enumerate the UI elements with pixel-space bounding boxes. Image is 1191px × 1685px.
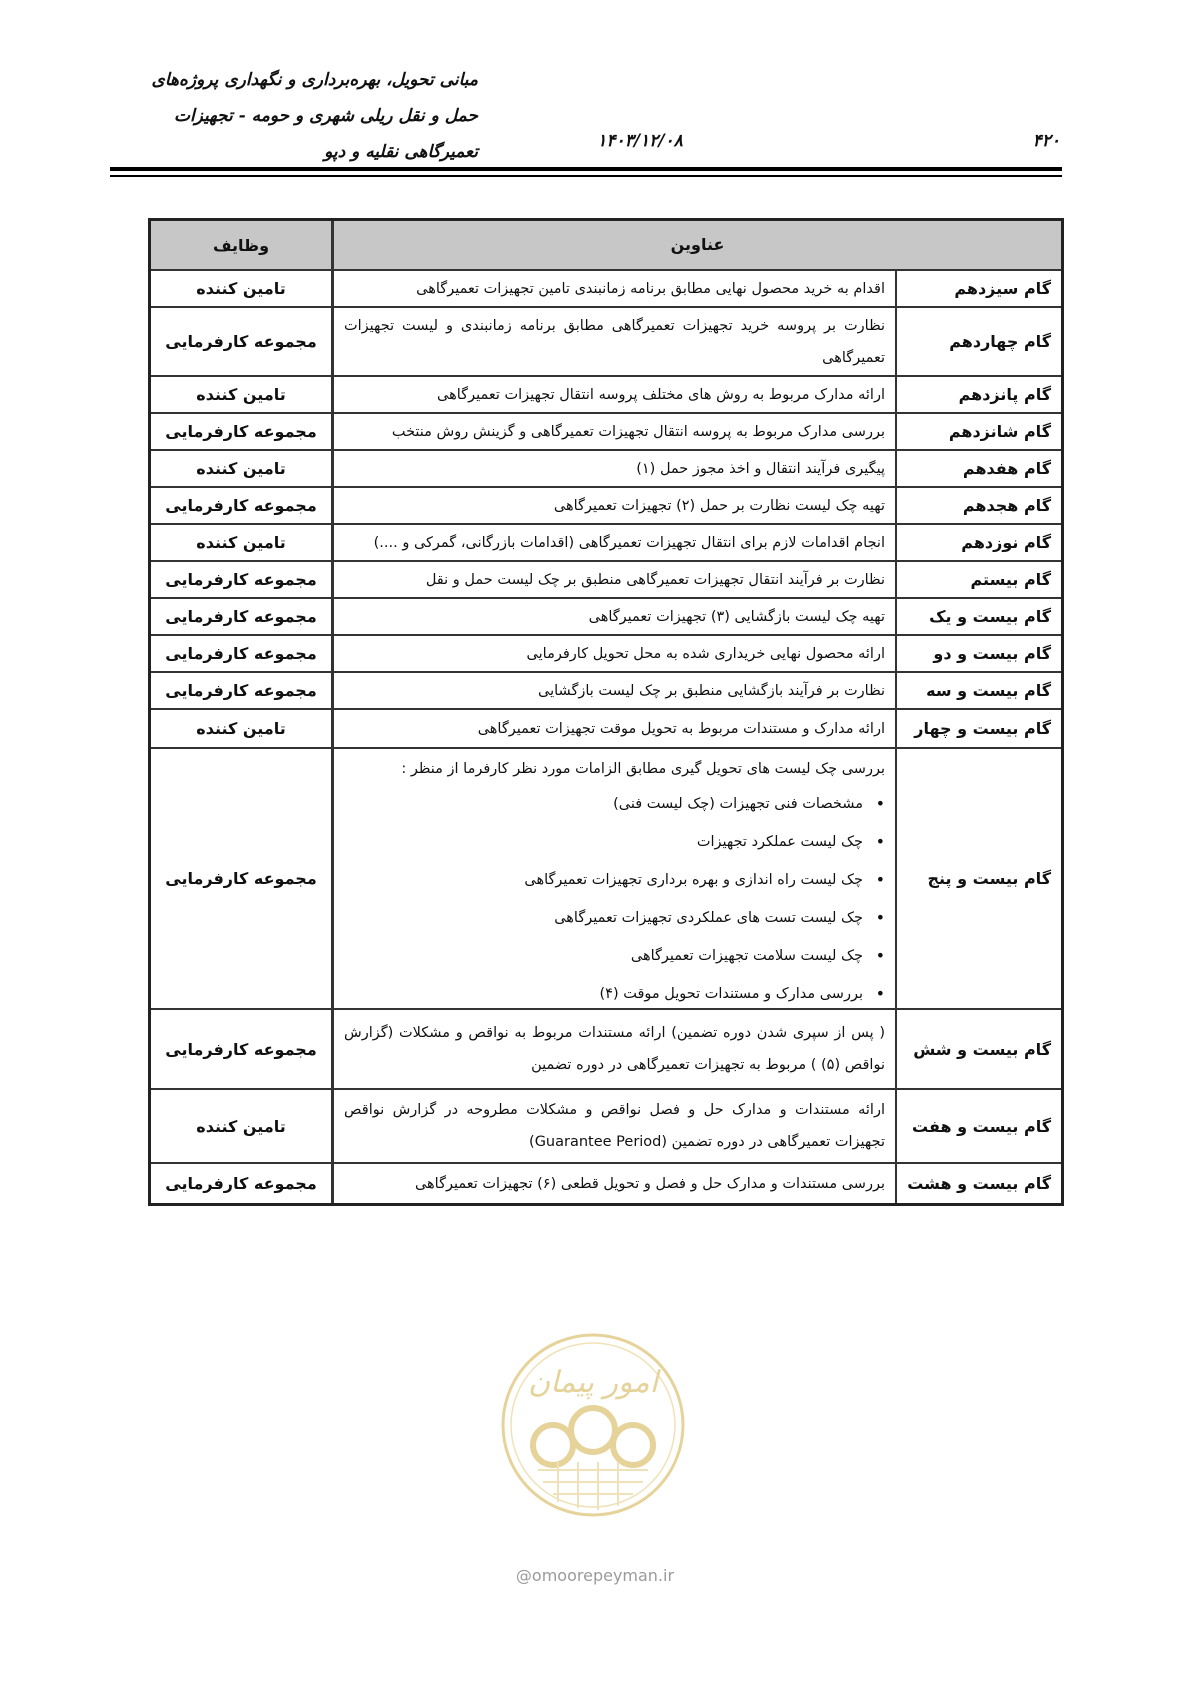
title-line-3: تعمیرگاهی نقلیه و دپو [324,142,478,162]
title-cell [331,710,895,747]
step-cell: گام بیست و هفت [895,1090,1061,1162]
title-cell [331,488,895,523]
duty-cell: مجموعه کارفرمایی [165,1174,317,1193]
table-row [151,597,1061,634]
gear-icon [533,1408,653,1465]
title-text: پیگیری فرآیند انتقال و اخذ مجوز حمل (۱) [636,460,885,477]
watermark-logo-text: امور پیمان [528,1365,658,1400]
table-row [151,486,1061,523]
title-cell [331,271,895,306]
table-row [151,449,1061,486]
title-text: نظارت بر فرآیند انتقال تجهیزات تعمیرگاهی منطبق بر چک لیست حمل و نقل [425,571,885,588]
duty-cell: تامین کننده [196,459,286,478]
step-cell: گام هفدهم [895,451,1061,486]
title-text: بررسی مستندات و مدارک حل و فصل و تحویل قطعی (۶) تجهیزات تعمیرگاهی [414,1175,885,1192]
header-rule-thick [110,167,1062,171]
document-date: ۱۴۰۳/۱۲/۰۸ [597,131,683,151]
table-row [151,523,1061,560]
table-header-row [151,221,1061,269]
title-text: ارائه مدارک مربوط به روش های مختلف پروسه انتقال تجهیزات تعمیرگاهی [437,386,885,403]
step-cell: گام چهاردهم [895,308,1061,375]
duty-cell: مجموعه کارفرمایی [165,869,317,888]
step-cell: گام بیست و پنج [895,749,1061,1008]
table-row [151,1162,1061,1203]
list-item: • چک لیست تست های عملکردی تجهیزات تعمیرگاهی [344,899,863,937]
list-item: • چک لیست راه اندازی و بهره برداری تجهیزات تعمیرگاهی [344,861,863,899]
step-cell: گام بیست و هشت [895,1164,1061,1203]
title-cell [331,377,895,412]
title-cell [331,749,895,1008]
header-titles-cell [331,221,1061,269]
duty-cell: مجموعه کارفرمایی [165,607,317,626]
table-row [151,747,1061,1008]
step-cell: گام بیست و سه [895,673,1061,708]
table-row [151,671,1061,708]
title-text: بررسی چک لیست های تحویل گیری مطابق الزامات مورد نظر کارفرما از منظر : [401,761,885,777]
table-row [151,375,1061,412]
step-cell: گام بیست و دو [895,636,1061,671]
title-text: ( پس از سپری شدن دوره تضمین) ارائه مستندات مربوط به نواقص و مشکلات (گزارش نواقص (۵) ) مربوط به تجهیزات تعمیرگاهی در دوره تضمین [344,1025,885,1073]
title-text: ارائه مستندات و مدارک حل و فصل نواقص و مشکلات مطروحه در گزارش نواقص تجهیزات تعمیرگاهی در دوره تضمین (Guarantee Period) [344,1102,885,1150]
title-cell [331,1164,895,1203]
table-row [151,634,1061,671]
duty-cell: مجموعه کارفرمایی [165,681,317,700]
title-text: تهیه چک لیست بازگشایی (۳) تجهیزات تعمیرگاهی [588,608,885,625]
duty-cell: مجموعه کارفرمایی [165,496,317,515]
header-rule-thin [110,175,1062,177]
duty-cell: تامین کننده [196,1116,286,1136]
duty-cell: تامین کننده [196,719,286,738]
table-row [151,1088,1061,1162]
title-text: ارائه محصول نهایی خریداری شده به محل تحویل کارفرمایی [526,645,885,662]
title-text: نظارت بر پروسه خرید تجهیزات تعمیرگاهی مطابق برنامه زمانبندی و لیست تجهیزات تعمیرگاهی [344,317,885,366]
title-cell [331,673,895,708]
title-line-1: مبانی تحویل، بهره‌برداری و نگهداری پروژه‌های [151,70,478,90]
duty-cell: مجموعه کارفرمایی [165,1039,317,1059]
header-duties-label: وظایف [212,235,270,255]
title-cell [331,308,895,375]
title-cell [331,451,895,486]
document-title [128,62,478,170]
table-row [151,269,1061,306]
title-text: بررسی مدارک مربوط به پروسه انتقال تجهیزات تعمیرگاهی و گزینش روش منتخب [391,423,885,440]
duty-cell: تامین کننده [196,533,286,552]
title-line-2: حمل و نقل ریلی شهری و حومه - تجهیزات [173,106,478,126]
duty-cell: تامین کننده [196,385,286,404]
duty-cell: تامین کننده [196,279,286,298]
duty-cell: مجموعه کارفرمایی [165,644,317,663]
grid-pattern [538,1462,648,1510]
title-text: نظارت بر فرآیند بازگشایی منطبق بر چک لیست بازگشایی [537,682,885,699]
page-number: ۴۲۰ [1032,131,1060,151]
watermark-logo [498,1330,688,1520]
title-cell [331,1090,895,1162]
duty-cell: مجموعه کارفرمایی [165,332,317,351]
table-row [151,560,1061,597]
step-cell: گام نوزدهم [895,525,1061,560]
step-cell: گام بیست و یک [895,599,1061,634]
title-text: اقدام به خرید محصول نهایی مطابق برنامه زمانبندی تامین تجهیزات تعمیرگاهی [416,280,885,297]
list-item: • چک لیست عملکرد تجهیزات [344,823,863,861]
step-cell: گام بیستم [895,562,1061,597]
table-row [151,306,1061,375]
step-cell: گام بیست و چهار [895,710,1061,747]
duty-cell: مجموعه کارفرمایی [165,570,317,589]
list-item: • چک لیست سلامت تجهیزات تعمیرگاهی [344,937,863,975]
bullet-list [344,785,885,1013]
step-cell: گام پانزدهم [895,377,1061,412]
table-row [151,1008,1061,1088]
watermark-site: @omoorepeyman.ir [515,1566,675,1585]
title-cell [331,414,895,449]
duty-cell: مجموعه کارفرمایی [165,422,317,441]
title-cell [331,1010,895,1088]
list-item: • بررسی مدارک و مستندات تحویل موقت (۴) [344,975,863,1013]
step-cell: گام هجدهم [895,488,1061,523]
table-row [151,708,1061,747]
title-cell [331,562,895,597]
header-titles-label: عناوین [670,235,725,254]
table-row [151,412,1061,449]
list-item: • مشخصات فنی تجهیزات (چک لیست فنی) [344,785,863,823]
step-cell: گام سیزدهم [895,271,1061,306]
title-text: ارائه مدارک و مستندات مربوط به تحویل موقت تجهیزات تعمیرگاهی [477,720,885,737]
title-cell [331,599,895,634]
header-duties-cell [151,221,331,269]
title-cell [331,525,895,560]
title-cell [331,636,895,671]
title-text: تهیه چک لیست نظارت بر حمل (۲) تجهیزات تعمیرگاهی [553,497,885,514]
step-cell: گام شانزدهم [895,414,1061,449]
step-cell: گام بیست و شش [895,1010,1061,1088]
steps-table [148,218,1064,1206]
title-text: انجام اقدامات لازم برای انتقال تجهیزات تعمیرگاهی (اقدامات بازرگانی، گمرکی و ....) [373,534,885,551]
